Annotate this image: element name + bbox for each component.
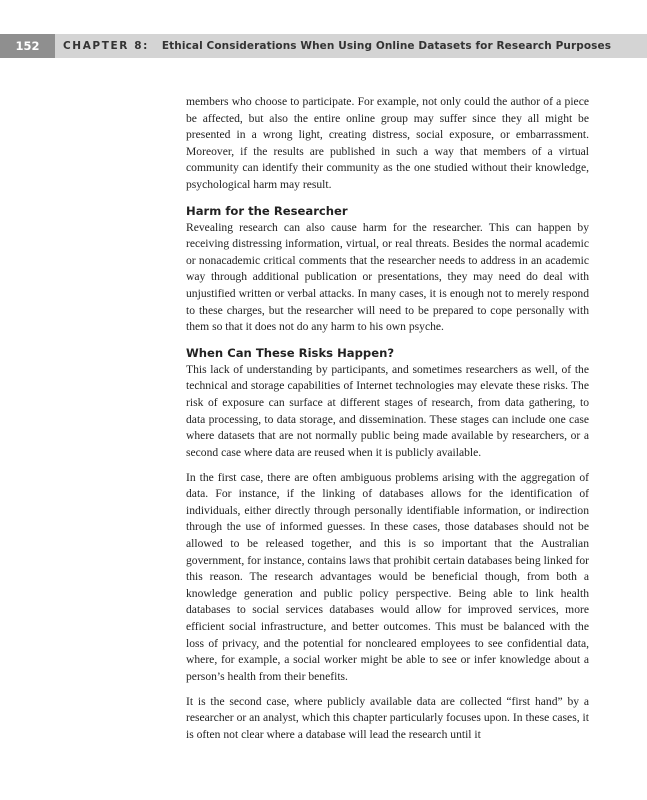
paragraph-first-case: In the first case, there are often ambiguous problems arising with the aggregation of data. For instance, if the linking of databases allows for the identification of individuals, either directly through personally identifiable information, or indirection through the use of informed guesses. In these cases, those databases should not be allowed to be released together, and this is so important that the Australian government, for instance, contains laws that prohibit certain databases being linked for this reason. The research advantages would be beneficial though, from both a knowledge generation and public policy perspective. Being able to link health databases to social services databases would allow for improved services, more efficient social infrastructure, and better outcomes. This must be balanced with the loss of privacy, and the potential for noncleared employees to see confidential data, where, for example, a social worker might be able to see or infer knowledge about a person’s health from their benefits. (186, 470, 589, 683)
paragraph-harm: Revealing research can also cause harm for the researcher. This can happen by receiving distressing information, virtual, or real threats. Besides the normal academic or nonacademic critical comments that the researcher needs to address in an academic way through additional publication or presentations, they may need do deal with unjustified written or verbal attacks. In many cases, it is enough not to merely respond to these charges, but the researcher will need to be prepared to cope personally with them so that it does not do any harm to his own psyche. (186, 220, 589, 334)
paragraph-intro: members who choose to participate. For example, not only could the author of a piece be affected, but also the entire online group may suffer since they all might be presented in a wrong light, creating distress, social exposure, or embarrassment. Moreover, if the results are published in such a way that members of a virtual community can identify their community as the one studied without their knowledge, psychological harm may result. (186, 95, 589, 191)
chapter-label: CHAPTER 8: (63, 40, 149, 52)
running-header (0, 34, 647, 58)
page-body (186, 94, 589, 744)
chapter-title: Ethical Considerations When Using Online Datasets for Research Purposes (161, 40, 612, 52)
paragraph-risks: This lack of understanding by participants, and sometimes researchers as well, of the technical and storage capabilities of Internet technologies may elevate these risks. The risk of exposure can surface at different stages of research, from data gathering, to data processing, to data storage, and dissemination. These stages can include one case where datasets that are not normally public being made available by researchers, or a second case where data are reused when it is publicly available. (186, 362, 589, 459)
running-head (63, 34, 611, 58)
page-number: 152 (0, 34, 55, 58)
heading-harm-for-researcher: Harm for the Researcher (186, 203, 348, 218)
heading-when-risks-happen: When Can These Risks Happen? (186, 345, 395, 360)
paragraph-second-case: It is the second case, where publicly available data are collected “first hand” by a researcher or an analyst, which this chapter particularly focuses upon. In these cases, it is often not clear where a database will lead the research until it (186, 694, 589, 741)
